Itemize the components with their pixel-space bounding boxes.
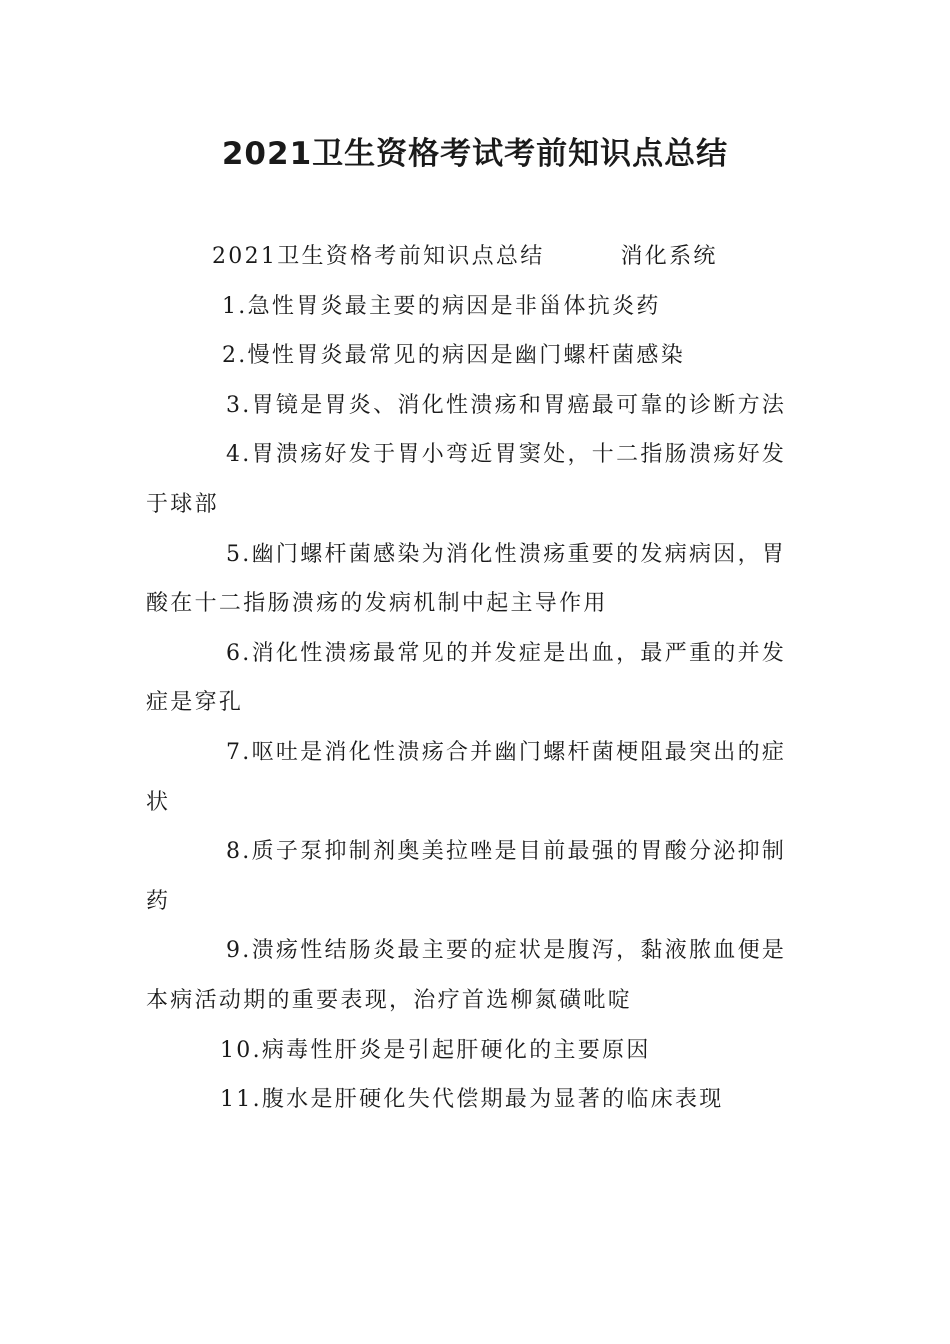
section-heading bbox=[146, 232, 806, 282]
list-item: 9.溃疡性结肠炎最主要的症状是腹泻，黏液脓血便是本病活动期的重要表现，治疗首选柳氮磺吡啶 bbox=[146, 938, 787, 1013]
section-heading-topic: 消化系统 bbox=[620, 244, 718, 269]
list-item: 8.质子泵抑制剂奥美拉唑是目前最强的胃酸分泌抑制药 bbox=[146, 839, 787, 914]
list-item: 2.慢性胃炎最常见的病因是幽门螺杆菌感染 bbox=[222, 343, 685, 369]
list-item: 3.胃镜是胃炎、消化性溃疡和胃癌最可靠的诊断方法 bbox=[226, 392, 787, 418]
list-item: 10.病毒性肝炎是引起肝硬化的主要原因 bbox=[220, 1037, 651, 1063]
list-item: 4.胃溃疡好发于胃小弯近胃窦处，十二指肠溃疡好发于球部 bbox=[146, 442, 787, 517]
list-item: 1.急性胃炎最主要的病因是非甾体抗炎药 bbox=[222, 293, 661, 319]
document-body bbox=[146, 232, 806, 1125]
section-heading-title: 2021卫生资格考前知识点总结 bbox=[212, 244, 545, 269]
list-item: 6.消化性溃疡最常见的并发症是出血，最严重的并发症是穿孔 bbox=[146, 640, 787, 716]
list-item: 7.呕吐是消化性溃疡合并幽门螺杆菌梗阻最突出的症状 bbox=[146, 739, 787, 815]
document-title: 2021卫生资格考试考前知识点总结 bbox=[221, 136, 729, 172]
list-item: 11.腹水是肝硬化失代偿期最为显著的临床表现 bbox=[220, 1087, 724, 1113]
list-item: 5.幽门螺杆菌感染为消化性溃疡重要的发病病因，胃酸在十二指肠溃疡的发病机制中起主导作用 bbox=[146, 541, 787, 617]
